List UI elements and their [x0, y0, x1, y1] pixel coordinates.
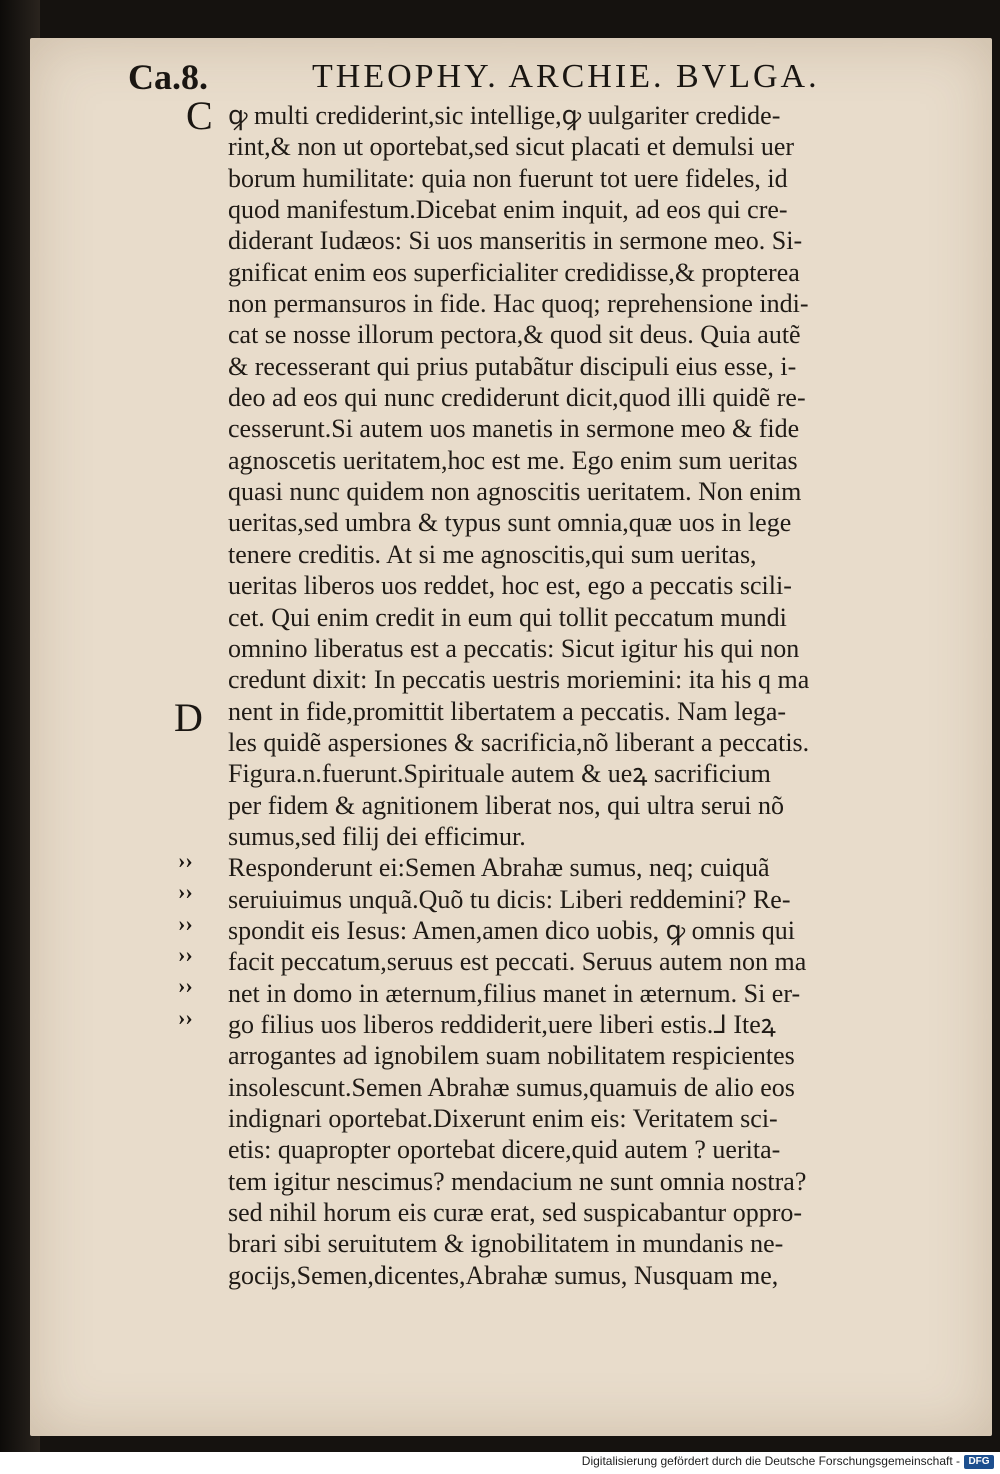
- text-line: les quidẽ aspersiones & sacrificia,nõ liberant a peccatis.: [228, 727, 810, 757]
- text-line: indignari oportebat.Dixerunt enim eis: Veritatem sci-: [228, 1104, 778, 1133]
- quote-mark: ››: [178, 879, 193, 905]
- text-line: borum humilitate: quia non fuerunt tot uere fideles, id: [228, 163, 788, 193]
- page-header: [0, 56, 1000, 100]
- text-line: facit peccatum,seruus est peccati. Seruus autem non ma: [228, 947, 807, 977]
- text-line: credunt dixit: In peccatis uestris moriemini: ita his q ma: [228, 665, 810, 695]
- text-line: ꝙ multi crediderint,sic intellige,ꝙ uulgariter credide-: [228, 101, 781, 130]
- text-line: gnificat enim eos superficialiter credidisse,& propterea: [228, 257, 800, 287]
- text-line: cat se nosse illorum pectora,& quod sit deus. Quia autẽ: [228, 320, 801, 350]
- digitization-credit: Digitalisierung gefördert durch die Deutsche Forschungsgemeinschaft -: [581, 1454, 960, 1468]
- quotation-marks-column: [178, 845, 218, 1033]
- text-line: sumus,sed filij dei efficimur.: [228, 821, 526, 851]
- quote-mark: ››: [178, 942, 193, 968]
- text-line: seruiuimus unquã.Quõ tu dicis: Liberi reddemini? Re-: [228, 884, 791, 914]
- text-line: cesserunt.Si autem uos manetis in sermone meo & fide: [228, 414, 800, 444]
- text-line: tenere creditis. At si me agnoscitis,qui sum ueritas,: [228, 539, 757, 569]
- text-line: & recesserant qui prius putabãtur discipuli eius esse, i-: [228, 351, 797, 381]
- text-line: Figura.n.fuerunt.Spirituale autem & ueꝝ sacrificium: [228, 759, 771, 789]
- quote-mark: ››: [178, 848, 193, 873]
- text-line: agnoscetis ueritatem,hoc est me. Ego enim sum ueritas: [228, 445, 798, 475]
- text-line: diderant Iudæos: Si uos manseritis in sermone meo. Si-: [228, 226, 803, 256]
- text-line: go filius uos liberos reddiderit,uere liberi estis.⅃ Iteꝝ: [228, 1009, 776, 1039]
- text-line: per fidem & agnitionem liberat nos, qui ultra serui nõ: [228, 790, 784, 820]
- text-line: rint,& non ut oportebat,sed sicut placati et demulsi uer: [228, 132, 795, 162]
- text-line: omnino liberatus est a peccatis: Sicut igitur his qui non: [228, 633, 800, 663]
- text-line: quasi nunc quidem non agnoscitis ueritatem. Non enim: [228, 477, 802, 507]
- quote-mark: ››: [178, 910, 193, 936]
- text-line: gocijs,Semen,dicentes,Abrahæ sumus, Nusquam me,: [228, 1260, 779, 1290]
- text-line: insolescunt.Semen Abrahæ sumus,quamuis de alio eos: [228, 1072, 795, 1102]
- text-line: ueritas,sed umbra & typus sunt omnia,quæ uos in lege: [228, 508, 792, 538]
- margin-letter-d: D: [174, 695, 203, 740]
- running-title: THEOPHY. ARCHIE. BVLGA.: [312, 58, 820, 95]
- quote-mark: ››: [178, 973, 193, 999]
- chapter-marker: Ca.8.: [128, 57, 208, 97]
- text-line: brari sibi seruitutem & ignobilitatem in mundanis ne-: [228, 1229, 784, 1259]
- quote-mark: ››: [178, 1004, 193, 1030]
- text-line: arrogantes ad ignobilem suam nobilitatem respicientes: [228, 1041, 795, 1071]
- text-line: sed nihil horum eis curæ erat, sed suspicabantur oppro-: [228, 1198, 803, 1228]
- text-line: net in domo in æternum,filius manet in æternum. Si er-: [228, 978, 801, 1008]
- dfg-logo: DFG: [964, 1455, 994, 1469]
- body-text: [228, 100, 918, 1291]
- text-line: spondit eis Iesus: Amen,amen dico uobis, ꝙ omnis qui: [228, 915, 795, 945]
- text-line: deo ad eos qui nunc crediderunt dicit,quod illi quidẽ re-: [228, 383, 806, 413]
- text-line: ueritas liberos uos reddet, hoc est, ego a peccatis scili-: [228, 571, 792, 601]
- text-line: quod manifestum.Dicebat enim inquit, ad eos qui cre-: [228, 195, 788, 225]
- text-line: non permansuros in fide. Hac quoq; reprehensione indi-: [228, 289, 809, 319]
- text-line: etis: quapropter oportebat dicere,quid autem ? uerita-: [228, 1135, 781, 1165]
- text-line: tem igitur nescimus? mendacium ne sunt omnia nostra?: [228, 1166, 807, 1196]
- text-line: nent in fide,promittit libertatem a peccatis. Nam lega-: [228, 696, 787, 726]
- text-line: cet. Qui enim credit in eum qui tollit peccatum mundi: [228, 602, 787, 632]
- footer-bar: [0, 1452, 1000, 1474]
- margin-letter-c: C: [186, 93, 213, 138]
- text-line: Responderunt ei:Semen Abrahæ sumus, neq; cuiquã: [228, 853, 770, 883]
